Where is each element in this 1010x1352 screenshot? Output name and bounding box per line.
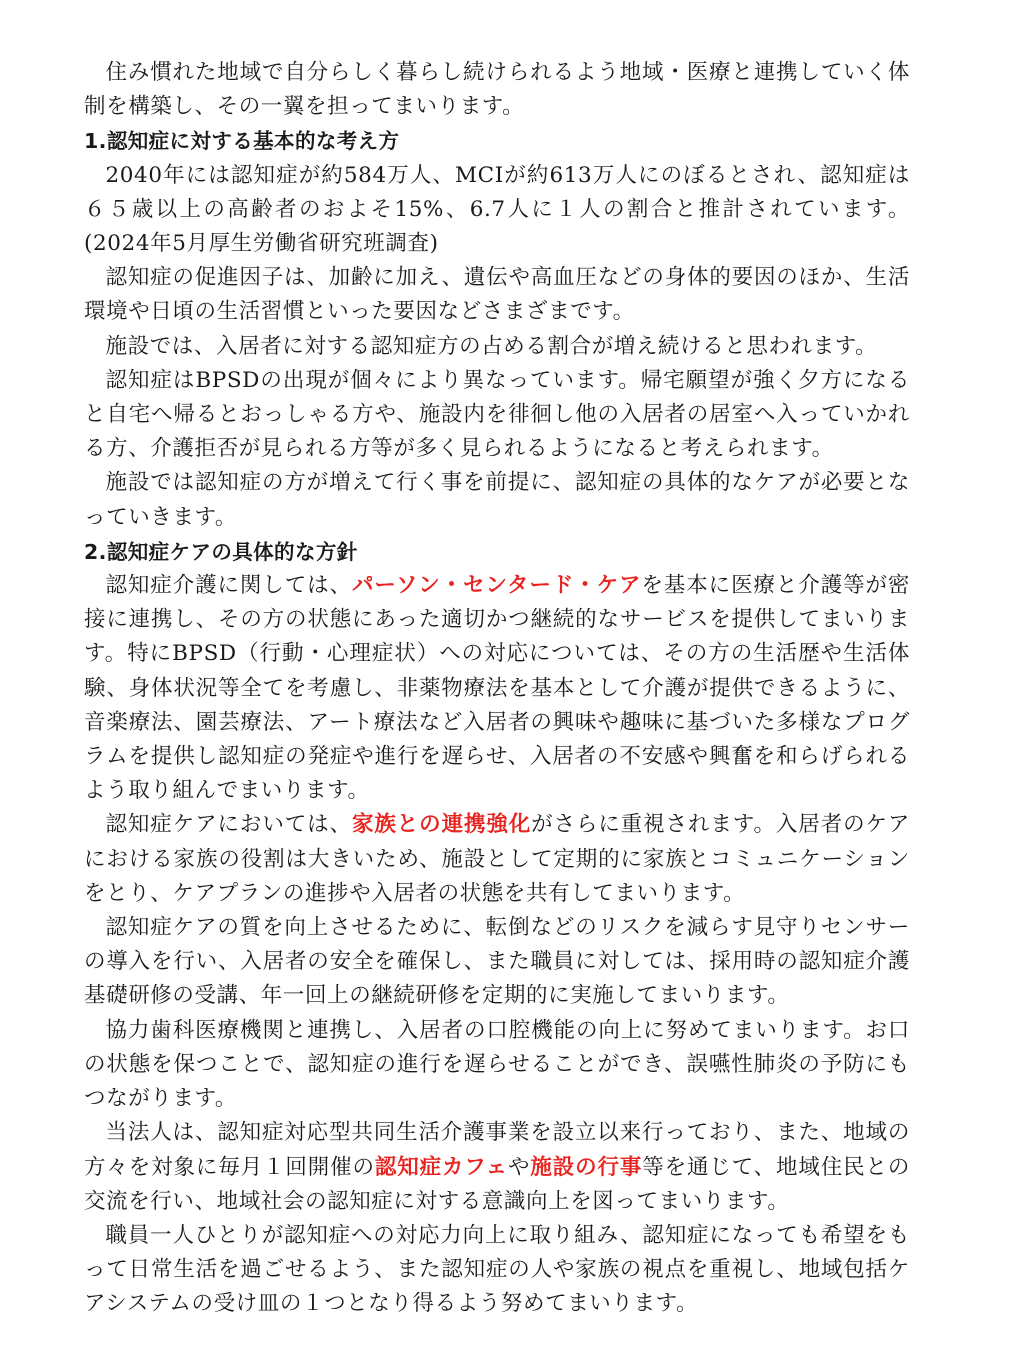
- section-2-paragraph-6: 職員一人ひとりが認知症への対応力向上に取り組み、認知症になっても希望をもって日常生活を過ごせるよう、また認知症の人や家族の視点を重視し、地域包括ケアシステムの受け皿の１つとなり得るよう努めてまいります。: [84, 1222, 910, 1317]
- highlight-facility-events: 施設の行事: [530, 1154, 643, 1180]
- p5-text-middle: や: [507, 1154, 531, 1180]
- p5-text-before: 当法人は、認知症対応型共同生活介護事業を設立以来行っており、また、地域の方々を対象に毎月１回開催の: [84, 1120, 910, 1180]
- p1-text-before: 認知症介護に関しては、: [105, 573, 352, 599]
- p2-text-before: 認知症ケアにおいては、: [105, 812, 352, 838]
- section-2-paragraph-4: 協力歯科医療機関と連携し、入居者の口腔機能の向上に努めてまいります。お口の状態を保つことで、認知症の進行を遅らせることができ、誤嚥性肺炎の予防にもつながります。: [84, 1017, 910, 1112]
- p2-text-after: がさらに重視されます。入居者のケアにおける家族の役割は大きいため、施設として定期的に家族とコミュニケーションをとり、ケアプランの進捗や入居者の状態を共有してまいります。: [84, 812, 910, 906]
- p1-text-after: を基本に医療と介護等が密接に連携し、その方の状態にあった適切かつ継続的なサービスを提供してまいります。特にBPSD（行動・心理症状）への対応については、その方の生活歴や生活体験、身体状況等全てを考慮し、非薬物療法を基本として介護が提供できるように、音楽療法、園芸療法、アート療法など入居者の興味や趣味に基づいた多様なプログラムを提供し認知症の発症や進行を遅らせ、入居者の不安感や興奮を和らげられるよう取り組んでまいります。: [84, 573, 910, 804]
- highlight-family-cooperation: 家族との連携強化: [351, 812, 532, 838]
- section-2-paragraph-5: [84, 1116, 910, 1219]
- section-2-paragraph-1: [84, 569, 910, 808]
- document-page: [84, 56, 910, 1322]
- intro-paragraph: 住み慣れた地域で自分らしく暮らし続けられるよう地域・医療と連携していく体制を構築し、その一翼を担ってまいります。: [84, 60, 910, 120]
- section-2-heading: 2.認知症ケアの具体的な方針: [84, 539, 358, 564]
- section-1-paragraph-1: 2040年には認知症が約584万人、MCIが約613万人にのぼるとされ、認知症は６５歳以上の高齢者のおよそ15%、6.7人に１人の割合と推計されています。(2024年5月厚生労働省研究班調査): [84, 162, 910, 257]
- section-1-paragraph-4: 認知症はBPSDの出現が個々により異なっています。帰宅願望が強く夕方になると自宅へ帰るとおっしゃる方や、施設内を徘徊し他の入居者の居室へ入っていかれる方、介護拒否が見られる方等が多く見られるようになると考えられます。: [84, 367, 910, 462]
- highlight-dementia-cafe: 認知症カフェ: [374, 1154, 508, 1180]
- section-1-paragraph-2: 認知症の促進因子は、加齢に加え、遺伝や高血圧などの身体的要因のほか、生活環境や日頃の生活習慣といった要因などさまざまです。: [84, 265, 910, 325]
- section-1-paragraph-5: 施設では認知症の方が増えて行く事を前提に、認知症の具体的なケアが必要となっていきます。: [84, 470, 910, 530]
- section-1-heading: 1.認知症に対する基本的な考え方: [84, 129, 400, 154]
- section-1-paragraph-3: 施設では、入居者に対する認知症方の占める割合が増え続けると思われます。: [105, 333, 878, 359]
- section-2-paragraph-2: [84, 808, 910, 911]
- p5-text-after: 等を通じて、地域住民との交流を行い、地域社会の認知症に対する意識向上を図ってまいります。: [84, 1154, 910, 1214]
- section-2-paragraph-3: 認知症ケアの質を向上させるために、転倒などのリスクを減らす見守りセンサーの導入を行い、入居者の安全を確保し、また職員に対しては、採用時の認知症介護基礎研修の受講、年一回上の継続研修を定期的に実施してまいります。: [84, 915, 910, 1009]
- highlight-person-centered-care: パーソン・センタード・ケア: [351, 573, 642, 599]
